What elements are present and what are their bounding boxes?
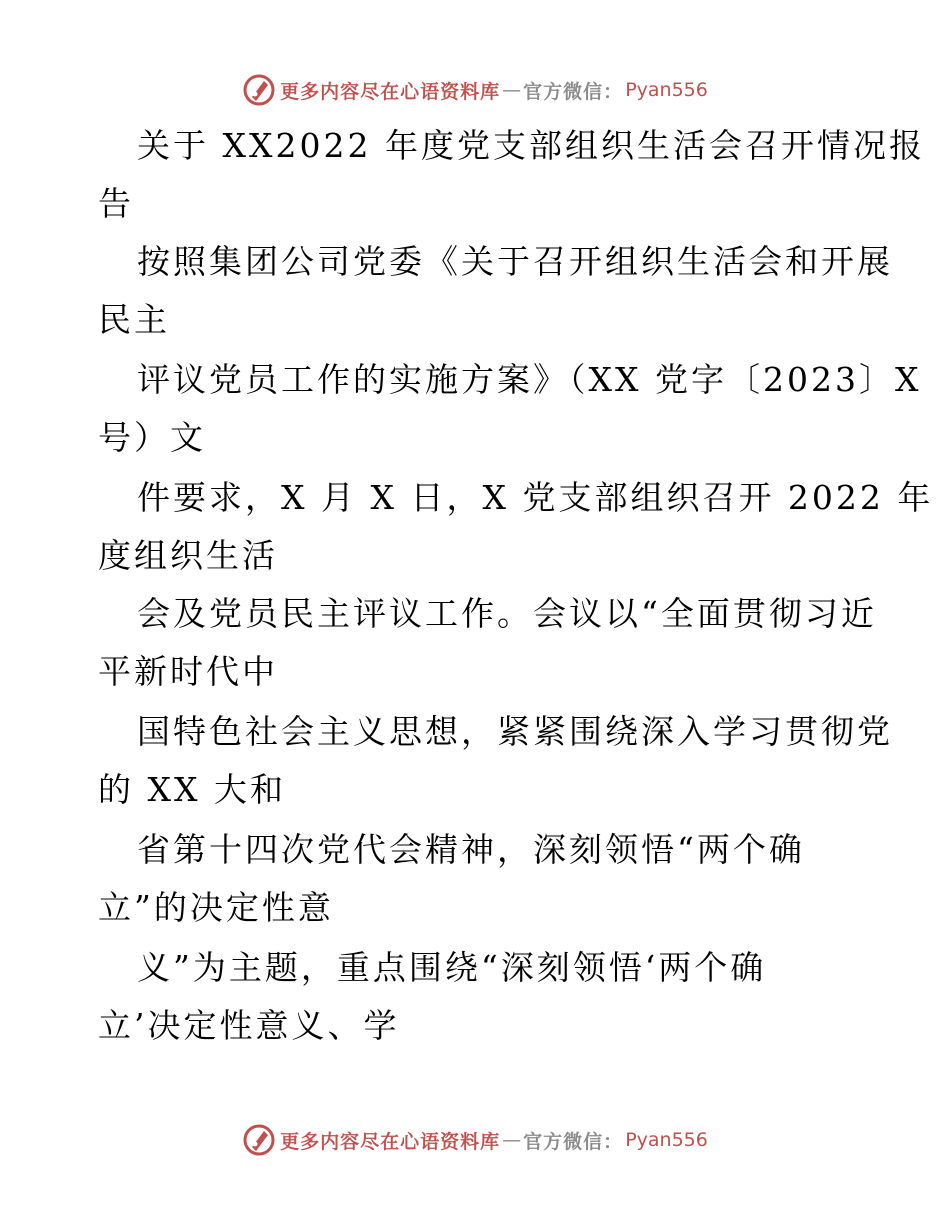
footer-banner [0,1120,950,1160]
text-line: 关于 XX2022 年度党支部组织生活会召开情况报 [137,126,925,165]
banner-contact-label: 官方微信： [523,80,624,103]
banner-dash: — [502,1129,522,1151]
banner-wechat-id: Pyan556 [625,1129,708,1151]
banner-contact-label: 官方微信： [523,1130,624,1153]
text-line: 国特色社会主义思想，紧紧围绕深入学习贯彻党 [137,712,893,751]
text-line: 的 XX 大和 [98,770,286,809]
text-line: 件要求，X 月 X 日，X 党支部组织召开 2022 年 [137,478,934,517]
text-line: 度组织生活 [98,536,278,575]
text-line: 立”的决定性意 [98,888,334,927]
text-line: 立’决定性意义、学 [98,1006,400,1045]
text-line: 民主 [98,300,170,339]
text-line: 会及党员民主评议工作。会议以“全面贯彻习近 [137,594,877,633]
text-line: 评议党员工作的实施方案》（XX 党字〔2023〕X [137,360,922,399]
banner-text: 更多内容尽在心语资料库 [280,1130,501,1153]
text-line: 告 [98,184,134,223]
text-line: 义”为主题，重点围绕“深刻领悟‘两个确 [137,948,767,987]
banner-dash: — [502,79,522,101]
text-line: 省第十四次党代会精神，深刻领悟“两个确 [137,830,805,869]
pen-nib-logo-icon [242,1123,276,1157]
banner-text: 更多内容尽在心语资料库 [280,80,501,103]
text-line: 平新时代中 [98,652,278,691]
banner-wechat-id: Pyan556 [625,79,708,101]
text-line: 号）文 [98,418,206,457]
text-line: 按照集团公司党委《关于召开组织生活会和开展 [137,242,893,281]
